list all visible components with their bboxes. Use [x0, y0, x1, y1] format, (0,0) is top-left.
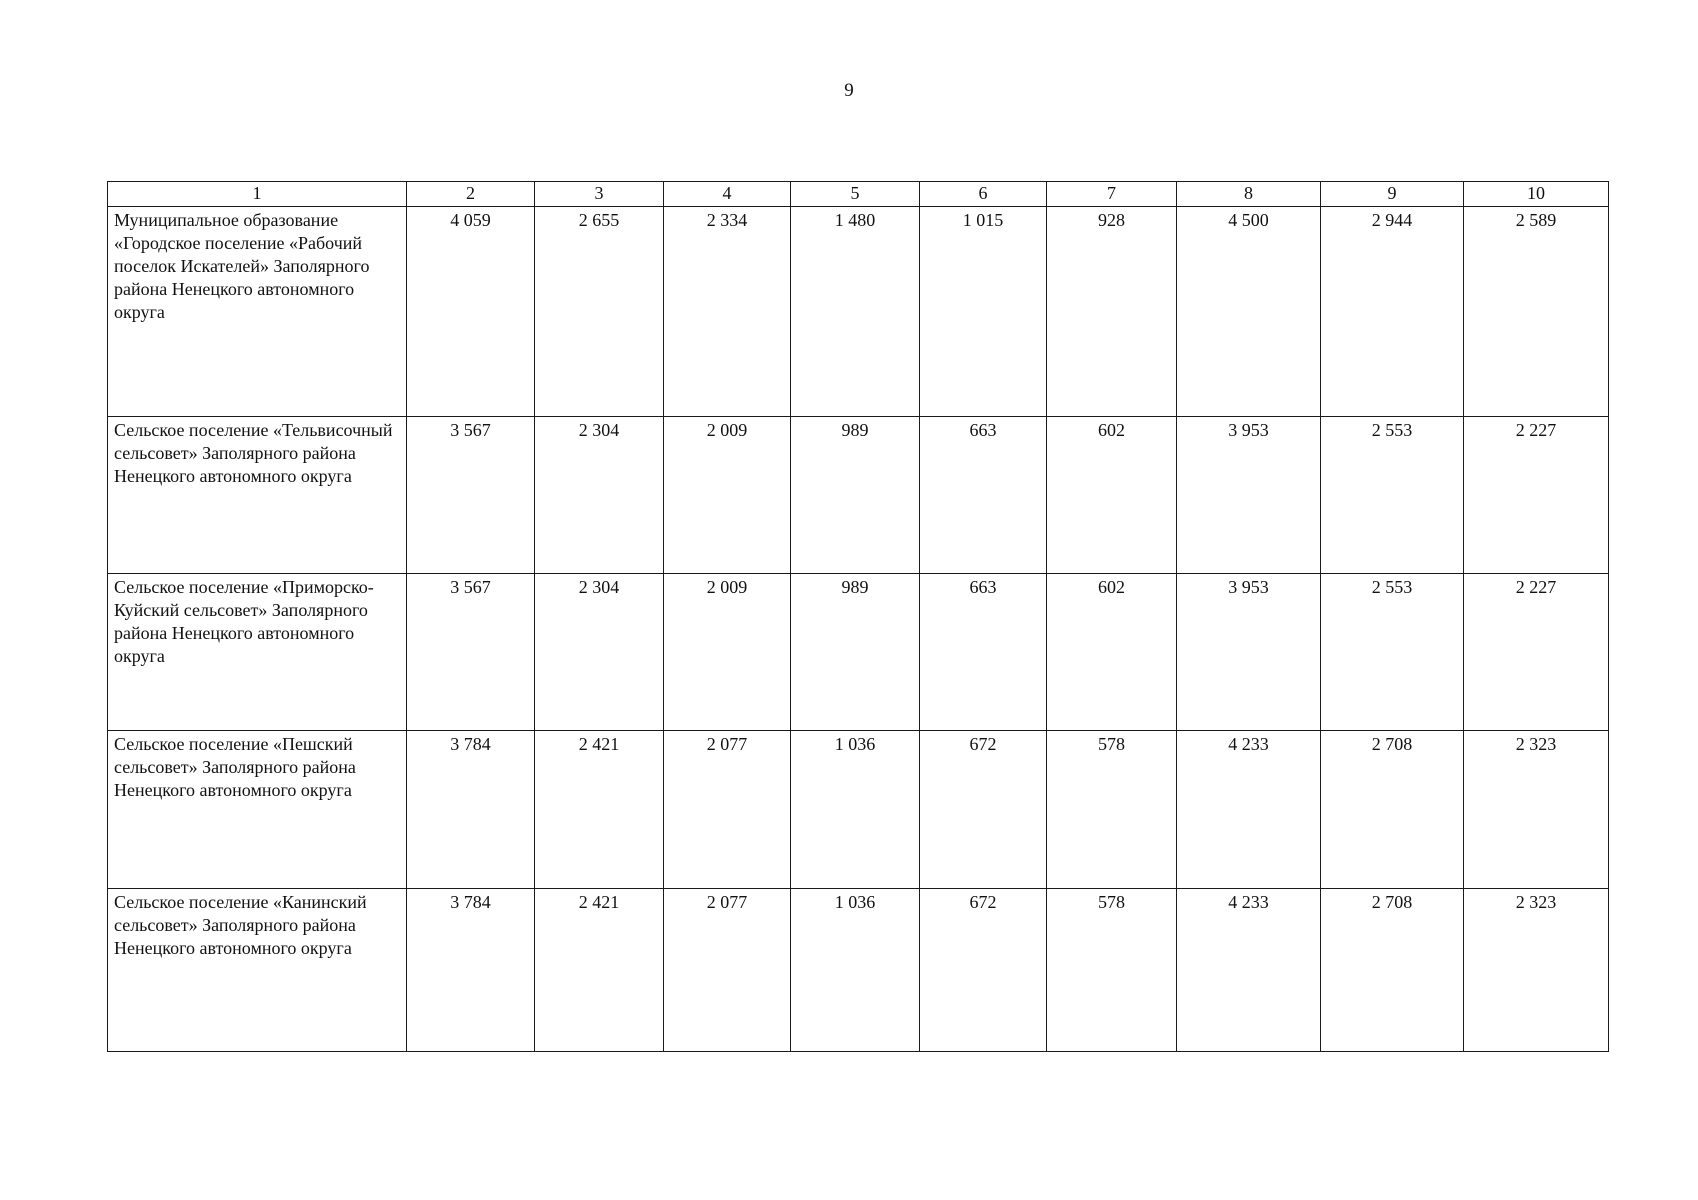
table-cell: 3 784	[407, 731, 535, 889]
table-cell: 663	[920, 574, 1047, 731]
table-cell: 2 589	[1464, 207, 1609, 417]
column-header: 9	[1321, 182, 1464, 207]
table-cell: 2 077	[664, 731, 791, 889]
table-cell: 989	[791, 574, 920, 731]
table-cell: 672	[920, 889, 1047, 1052]
table-cell: 3 567	[407, 417, 535, 574]
table-cell: 1 480	[791, 207, 920, 417]
municipality-name: Муниципальное образование «Городское поселение «Рабочий поселок Искателей» Заполярного района Ненецкого автономного округа	[108, 207, 407, 417]
table-cell: 3 784	[407, 889, 535, 1052]
table-cell: 2 304	[535, 574, 664, 731]
table-cell: 602	[1047, 574, 1177, 731]
table-cell: 3 567	[407, 574, 535, 731]
table-cell: 1 015	[920, 207, 1047, 417]
municipality-name: Сельское поселение «Тельвисочный сельсовет» Заполярного района Ненецкого автономного округа	[108, 417, 407, 574]
table-row	[108, 731, 1609, 889]
table-cell: 4 233	[1177, 731, 1321, 889]
table-cell: 663	[920, 417, 1047, 574]
table-cell: 2 323	[1464, 731, 1609, 889]
table-cell: 2 708	[1321, 889, 1464, 1052]
column-header: 1	[108, 182, 407, 207]
table-cell: 1 036	[791, 731, 920, 889]
table-header-row	[108, 182, 1609, 207]
table-cell: 2 708	[1321, 731, 1464, 889]
table-cell: 928	[1047, 207, 1177, 417]
table-cell: 2 227	[1464, 574, 1609, 731]
municipality-name: Сельское поселение «Приморско-Куйский сельсовет» Заполярного района Ненецкого автономного округа	[108, 574, 407, 731]
column-header: 5	[791, 182, 920, 207]
table-cell: 2 323	[1464, 889, 1609, 1052]
municipality-name: Сельское поселение «Пешский сельсовет» Заполярного района Ненецкого автономного округа	[108, 731, 407, 889]
table-cell: 2 553	[1321, 417, 1464, 574]
table-cell: 2 077	[664, 889, 791, 1052]
municipality-name: Сельское поселение «Канинский сельсовет» Заполярного района Ненецкого автономного округа	[108, 889, 407, 1052]
table-row	[108, 574, 1609, 731]
table-cell: 4 233	[1177, 889, 1321, 1052]
column-header: 4	[664, 182, 791, 207]
table-cell: 578	[1047, 731, 1177, 889]
table-cell: 4 059	[407, 207, 535, 417]
table-cell: 2 009	[664, 574, 791, 731]
data-table	[107, 181, 1609, 1052]
table-cell: 2 227	[1464, 417, 1609, 574]
column-header: 8	[1177, 182, 1321, 207]
table-cell: 2 009	[664, 417, 791, 574]
table-cell: 2 304	[535, 417, 664, 574]
table-cell: 578	[1047, 889, 1177, 1052]
page-number: 9	[844, 80, 854, 101]
table-cell: 2 944	[1321, 207, 1464, 417]
table-cell: 4 500	[1177, 207, 1321, 417]
table-cell: 2 421	[535, 731, 664, 889]
table-cell: 2 655	[535, 207, 664, 417]
table-cell: 1 036	[791, 889, 920, 1052]
table-cell: 2 421	[535, 889, 664, 1052]
table-row	[108, 207, 1609, 417]
column-header: 2	[407, 182, 535, 207]
table-cell: 672	[920, 731, 1047, 889]
column-header: 6	[920, 182, 1047, 207]
column-header: 10	[1464, 182, 1609, 207]
column-header: 7	[1047, 182, 1177, 207]
table-cell: 2 334	[664, 207, 791, 417]
table-row	[108, 417, 1609, 574]
table-cell: 3 953	[1177, 417, 1321, 574]
table-cell: 989	[791, 417, 920, 574]
table-cell: 3 953	[1177, 574, 1321, 731]
table-cell: 2 553	[1321, 574, 1464, 731]
table-cell: 602	[1047, 417, 1177, 574]
column-header: 3	[535, 182, 664, 207]
table-row	[108, 889, 1609, 1052]
